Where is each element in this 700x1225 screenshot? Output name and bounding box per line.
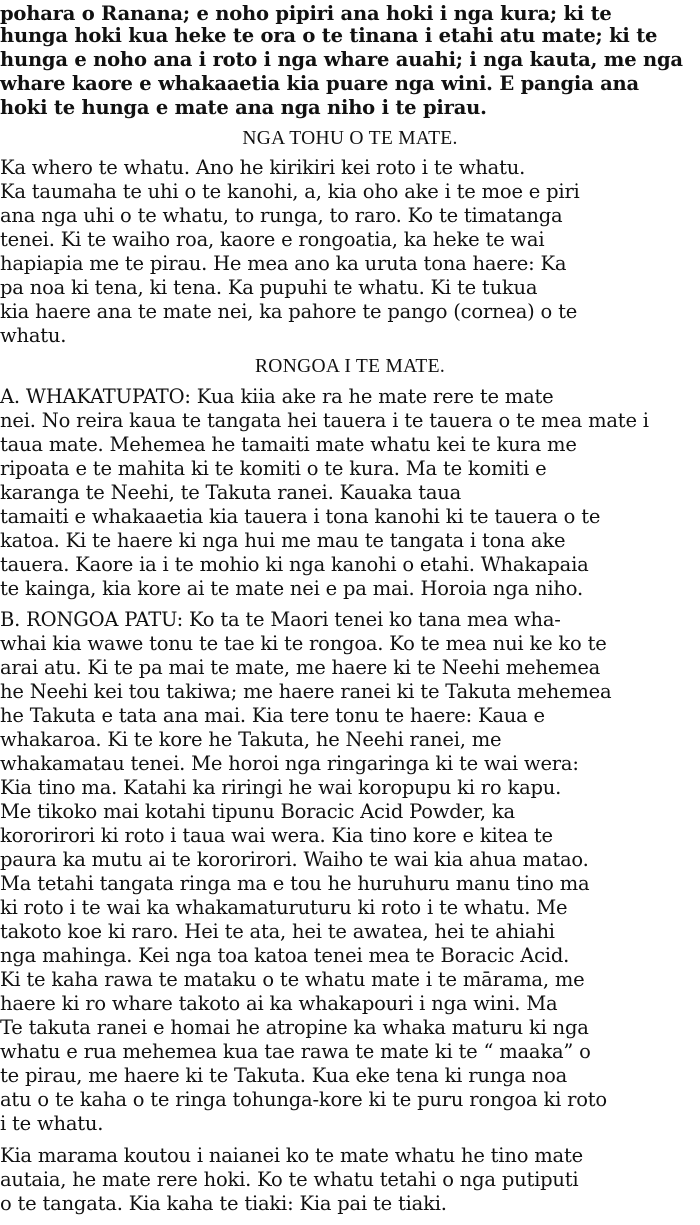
text-line: whatu. <box>0 324 67 347</box>
text-line: Me tikoko mai kotahi tipunu Boracic Acid Powder, ka <box>0 800 515 823</box>
section-heading: NGA TOHU O TE MATE. <box>242 128 458 149</box>
text-line: hoki te hunga e mate ana nga niho i te pirau. <box>0 96 487 119</box>
text-line: autaia, he mate rere hoki. Ko te whatu tetahi o nga putiputi <box>0 1168 579 1191</box>
text-line: hunga hoki kua heke te ora o te tinana i etahi atu mate; ki te <box>0 24 658 47</box>
text-line: haere ki ro whare takoto ai ka whakapouri i nga wini. Ma <box>0 992 558 1015</box>
text-line: katoa. Ki te haere ki nga hui me mau te tangata i tona ake <box>0 529 566 552</box>
text-line: he Takuta e tata ana mai. Kia tere tonu te haere: Kaua e <box>0 704 545 727</box>
text-line: whakamatau tenei. Me horoi nga ringaringa ki te wai wera: <box>0 752 579 775</box>
text-line: Ma tetahi tangata ringa ma e tou he huruhuru manu tino ma <box>0 872 590 895</box>
text-line: Kia marama koutou i naianei ko te mate whatu he tino mate <box>0 1144 583 1167</box>
text-line: takoto koe ki raro. Hei te ata, hei te awatea, hei te ahiahi <box>0 920 555 943</box>
text-line: tauera. Kaore ia i te mohio ki nga kanohi o etahi. Whakapaia <box>0 553 589 576</box>
text-line: whai kia wawe tonu te tae ki te rongoa. Ko te mea nui ke ko te <box>0 632 607 655</box>
text-line: pa noa ki tena, ki tena. Ka pupuhi te whatu. Ki te tukua <box>0 276 538 299</box>
text-line: i te whatu. <box>0 1112 104 1135</box>
text-line: B. RONGOA PATU: Ko ta te Maori tenei ko tana mea wha- <box>0 608 561 631</box>
text-line: hapiapia me te pirau. He mea ano ka uruta tona haere: Ka <box>0 252 567 275</box>
text-line: ripoata e te mahita ki te komiti o te kura. Ma te komiti e <box>0 457 547 480</box>
section-heading: RONGOA I TE MATE. <box>255 356 445 377</box>
text-line: pohara o Ranana; e noho pipiri ana hoki i nga kura; ki te <box>0 2 612 25</box>
text-line: te pirau, me haere ki te Takuta. Kua eke tena ki runga noa <box>0 1064 568 1087</box>
text-line: arai atu. Ki te pa mai te mate, me haere ki te Neehi mehemea <box>0 656 601 679</box>
text-line: tamaiti e whakaaetia kia tauera i tona kanohi ki te tauera o te <box>0 505 601 528</box>
text-line: nga mahinga. Kei nga toa katoa tenei mea te Boracic Acid. <box>0 944 570 967</box>
text-line: Ka taumaha te uhi o te kanohi, a, kia oho ake i te moe e piri <box>0 180 580 203</box>
text-line: taua mate. Mehemea he tamaiti mate whatu kei te kura me <box>0 433 577 456</box>
text-line: kia haere ana te mate nei, ka pahore te pango (cornea) o te <box>0 300 578 323</box>
text-line: whatu e rua mehemea kua tae rawa te mate ki te “ maaka” o <box>0 1040 591 1063</box>
text-line: nei. No reira kaua te tangata hei tauera i te tauera o te mea mate i <box>0 409 649 432</box>
text-line: o te tangata. Kia kaha te tiaki: Kia pai te tiaki. <box>0 1192 447 1215</box>
text-line: hunga e noho ana i roto i nga whare auahi; i nga kauta, me nga <box>0 48 683 71</box>
text-line: whakaroa. Ki te kore he Takuta, he Neehi ranei, me <box>0 728 502 751</box>
text-line: Ka whero te whatu. Ano he kirikiri kei roto i te whatu. <box>0 156 526 179</box>
text-line: te kainga, kia kore ai te mate nei e pa mai. Horoia nga niho. <box>0 577 583 600</box>
text-line: Kia tino ma. Katahi ka riringi he wai koropupu ki ro kapu. <box>0 776 562 799</box>
text-line: Ki te kaha rawa te mataku o te whatu mate i te mārama, me <box>0 968 585 991</box>
text-line: Te takuta ranei e homai he atropine ka whaka maturu ki nga <box>0 1016 589 1039</box>
text-line: whare kaore e whakaaetia kia puare nga wini. E pangia ana <box>0 72 639 95</box>
text-line: atu o te kaha o te ringa tohunga-kore ki te puru rongoa ki roto <box>0 1088 607 1111</box>
text-line: ana nga uhi o te whatu, to runga, to raro. Ko te timatanga <box>0 204 563 227</box>
text-line: paura ka mutu ai te kororirori. Waiho te wai kia ahua matao. <box>0 848 589 871</box>
text-line: karanga te Neehi, te Takuta ranei. Kauaka taua <box>0 481 462 504</box>
text-line: A. WHAKATUPATO: Kua kiia ake ra he mate rere te mate <box>0 385 554 408</box>
text-line: ki roto i te wai ka whakamaturuturu ki roto i te whatu. Me <box>0 896 568 919</box>
text-line: tenei. Ki te waiho roa, kaore e rongoatia, ka heke te wai <box>0 228 545 251</box>
text-line: he Neehi kei tou takiwa; me haere ranei ki te Takuta mehemea <box>0 680 612 703</box>
text-line: kororirori ki roto i taua wai wera. Kia tino kore e kitea te <box>0 824 553 847</box>
